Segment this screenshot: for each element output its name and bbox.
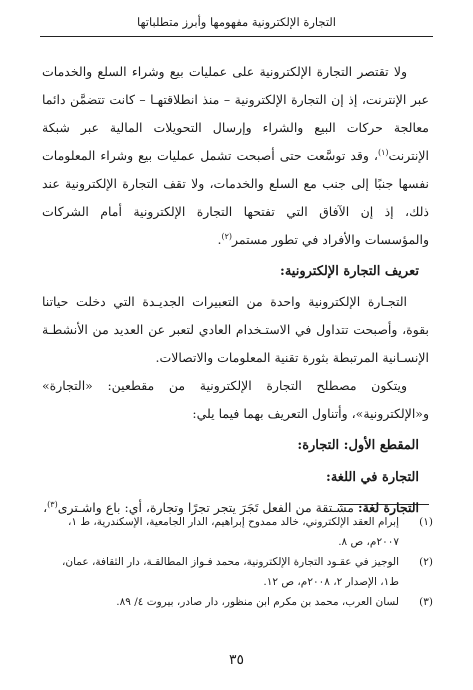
footnote-item [44, 512, 433, 552]
footnote-ref-3[interactable]: (٣) [47, 499, 58, 509]
footnote-divider [338, 504, 429, 505]
footnotes-section [44, 512, 433, 612]
subheading-in-language: التجارة في اللغة: [326, 470, 419, 485]
paragraph-scope-text-a: ولا تقتصر التجارة الإلكترونية على عمليات بيع وشراء السلع والخدمات عبر الإنترنت، إذ إن التجارة الإلكترونية – منذ انطلاقتهـا – كانت تتضمَّن دائما معالجة حركات البيع والشراء وإرسال التحويلات المالية عبر شبكة الإنترنت [42, 64, 429, 163]
footnote-ref-1[interactable]: (١) [377, 147, 389, 157]
footnote-item [44, 552, 433, 592]
paragraph-scope-text-b: ، وقد توسَّعت حتى أصبحت تشمل عمليات بيع وشراء المعلومات نفسها جنبًا إلى جنب مع السلع والخدمات، ولا تقف التجارة الإلكترونية عند ذلك، إذ إن الآفاق التي تفتحها التجارة الإلكترونية أمام الشركات والمؤسسات والأفراد في تطور مستمر [42, 148, 429, 247]
page-body [42, 58, 429, 522]
footnote-item [44, 592, 433, 612]
linguistic-meaning-lead: التجارة لغة: [357, 500, 419, 515]
paragraph-definition: التجـارة الإلكترونية واحدة من التعبيرات الجديـدة التي دخلت حياتنا بقوة، وأصبحت تتداول في الاستـخدام العادي لتعبر عن العديد من الأنشطـة الإنسـانية المرتبطة بثورة تقنية المعلومات والاتصالات. [42, 294, 429, 365]
footnote-text: إبرام العقد الإلكتروني، خالد ممدوح إبراهيم، الدار الجامعية، الإسكندرية، ط ١، ٢٠٠٧م، ص ٨. [67, 516, 399, 548]
paragraph-scope [42, 58, 429, 254]
page-number: ٣٥ [228, 652, 245, 668]
paragraph-scope-text-c: . [217, 232, 222, 247]
footnote-number: (١) [419, 516, 433, 528]
linguistic-meaning-end: ، [43, 500, 48, 515]
footnote-number: (٢) [419, 556, 433, 568]
header-divider [40, 36, 433, 37]
footnote-text: لسان العرب، محمد بن مكرم ابن منظور، دار صادر، بيروت ٤/ ٨٩. [116, 596, 399, 608]
footnote-number: (٣) [419, 596, 433, 608]
subheading-first-part: المقطع الأول: التجارة: [297, 438, 419, 453]
running-header: التجارة الإلكترونية مفهومها وأبرز متطلباتها [137, 15, 336, 29]
section-heading-definition: تعريف التجارة الإلكترونية: [280, 264, 419, 279]
paragraph-term-parts: ويتكون مصطلح التجارة الإلكترونية من مقطعين: «التجارة» و«الإلكترونية»، وأتناول التعريف بهما فيما يلي: [42, 378, 429, 421]
linguistic-meaning-text: مشـتقة من الفعل تَجَرَ يتجر تجرًا وتجارة، أي: باع واشـترى [57, 500, 358, 515]
footnote-ref-2[interactable]: (٢) [221, 231, 232, 241]
footnote-text: الوجيز في عقـود التجارة الإلكترونية، محمد فـواز المطالقـة، دار الثقافة، عمان، ط١، الإصدار ٢، ٢٠٠٨م، ص ١٢. [62, 556, 399, 588]
